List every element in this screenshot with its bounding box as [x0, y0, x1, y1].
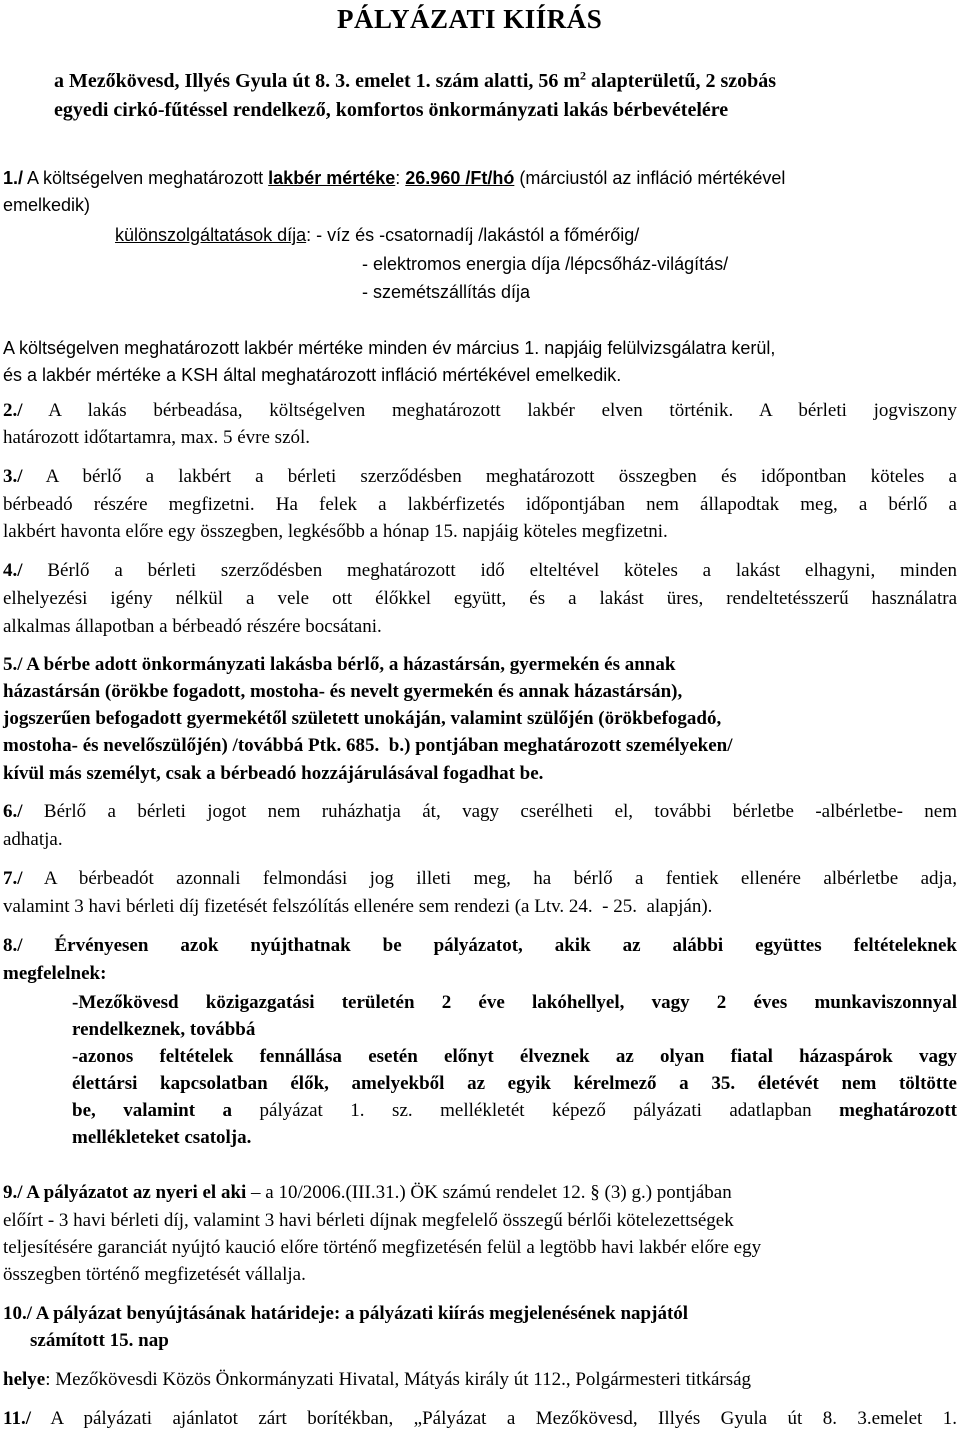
section-number: 1./	[3, 168, 24, 188]
rent-value: 26.960 /Ft/hó	[405, 168, 515, 188]
section-6-line-1: 6./ Bérlő a bérleti jogot nem ruházhatja át, vagy cserélheti el, további bérletbe -albérletbe- nem	[3, 801, 957, 822]
service-item: - szemétszállítás díja	[362, 282, 531, 302]
condition-2-line-3: be, valamint a pályázat 1. sz. mellékletét képező pályázati adatlapban meghatározott	[72, 1100, 958, 1121]
section-number: 5./	[3, 654, 23, 675]
service-item: - víz és -csatornadíj /lakástól a főmérőig/	[316, 225, 640, 245]
section-4-line-2: elhelyezési igény nélkül a vele ott élőkkel együtt, és a lakást üres, rendeltetésszerű használatra	[3, 588, 957, 609]
section-9-line-4: összegben történő megfizetését vállalja.	[3, 1264, 306, 1285]
condition-1-line-1: -Mezőkövesd közigazgatási területén 2 éve lakóhellyel, vagy 2 éves munkaviszonnyal	[72, 992, 957, 1013]
section-number: 6./	[3, 801, 23, 822]
services-label: különszolgáltatások díja	[115, 225, 307, 245]
section-3-line-2: bérbeadó részére megfizetni. Ha felek a lakbérfizetés időpontjában nem állapodtak meg, a bérlő a	[3, 494, 957, 515]
section-number: 3./	[3, 466, 23, 487]
section-3-line-3: lakbért havonta előre egy összegben, legkésőbb a hónap 15. napjáig köteles megfizetni.	[3, 521, 668, 542]
section-number: 10./	[3, 1303, 33, 1324]
section-9-line-3: teljesítésére garanciát nyújtó kaució előre történő megfizetésén felül a legtöbb havi lakbér előre egy	[3, 1237, 762, 1258]
section-number: 8./	[3, 935, 23, 956]
section-2-line-2: határozott időtartamra, max. 5 évre szól.	[3, 427, 311, 448]
rent-label: lakbér mértéke	[268, 168, 396, 188]
section-8-line-1: 8./ Érvényesen azok nyújthatnak be pályázatot, akik az alábbi együttes feltételeknek	[3, 935, 957, 956]
section-number: 11./	[3, 1408, 31, 1429]
subtitle-line-1: a Mezőkövesd, Illyés Gyula út 8. 3. emelet 1. szám alatti, 56 $m^2$ alapterületű, 2 szobás	[54, 68, 777, 92]
section-2-line-1: 2./ A lakás bérbeadása, költségelven meghatározott lakbér elven történik. A bérleti jogviszony	[3, 400, 957, 421]
page-title: PÁLYÁZATI KIÍRÁS	[337, 4, 603, 34]
section-5-line-3: jogszerűen befogadott gyermekétől született unokáján, valamint szülőjén (örökbefogadó,	[3, 708, 722, 729]
section-1-line-1: 1./ A költségelven meghatározott lakbér mértéke: 26.960 /Ft/hó (márciustól az infláció mértékével	[3, 168, 786, 188]
section-11-line-1: 11./ A pályázati ajánlatot zárt borítékban, „Pályázat a Mezőkövesd, Illyés Gyula út 8. 3.emelet 1.	[3, 1408, 957, 1429]
section-4-line-3: alkalmas állapotban a bérbeadó részére bocsátani.	[3, 616, 382, 637]
section-10-line-2: számított 15. nap	[30, 1330, 169, 1351]
section-number: 4./	[3, 560, 23, 581]
review-line-1: A költségelven meghatározott lakbér mértéke minden év március 1. napjáig felülvizsgálatra kerül,	[3, 338, 776, 358]
service-item: - elektromos energia díja /lépcsőház-világítás/	[362, 254, 729, 274]
section-1-line-2: emelkedik)	[3, 195, 91, 215]
section-number: 9./	[3, 1182, 23, 1203]
section-5-line-2: házastársán (örökbe fogadott, mostoha- és nevelt gyermekén és annak házastársán),	[3, 681, 683, 702]
section-5-line-5: kívül más személyt, csak a bérbeadó hozzájárulásával fogadhat be.	[3, 763, 544, 784]
review-line-2: és a lakbér mértéke a KSH által meghatározott infláció mértékével emelkedik.	[3, 365, 622, 385]
section-7-line-1: 7./ A bérbeadót azonnali felmondási jog illeti meg, ha bérlő a fentiek ellenére albérletbe adja,	[3, 868, 957, 889]
subtitle-line-2: egyedi cirkó-fűtéssel rendelkező, komfortos önkormányzati lakás bérbevételére	[54, 99, 729, 121]
condition-2-line-2: élettársi kapcsolatban élők, amelyekből az egyik kérelmező a 35. életévét nem töltötte	[72, 1073, 957, 1094]
section-5-line-4: mostoha- és nevelőszülőjén) /továbbá Ptk. 685. b.) pontjában meghatározott személyeken/	[3, 735, 733, 756]
section-9-line-1: 9./ A pályázatot az nyeri el aki – a 10/2006.(III.31.) ÖK számú rendelet 12. § (3) g.) pontjában	[3, 1182, 732, 1203]
section-5-line-1: 5./ A bérbe adott önkormányzati lakásba bérlő, a házastársán, gyermekén és annak	[3, 654, 676, 675]
section-6-line-2: adhatja.	[3, 829, 63, 850]
section-3-line-1: 3./ A bérlő a lakbért a bérleti szerződésben meghatározott összegben és időpontban köteles a	[3, 466, 957, 487]
section-9-line-2: előírt - 3 havi bérleti díj, valamint 3 havi bérleti díjnak megfelelő összegű bérlői kötelezettségek	[3, 1210, 734, 1231]
section-10-line-1: 10./ A pályázat benyújtásának határideje: a pályázati kiírás megjelenésének napjától	[3, 1303, 689, 1324]
section-7-line-2: valamint 3 havi bérleti díj fizetését felszólítás ellenére sem rendezi (a Ltv. 24. - 25. alapján).	[3, 896, 713, 917]
condition-2-line-1: -azonos feltételek fennállása esetén előnyt élveznek az olyan fiatal házaspárok vagy	[72, 1046, 957, 1067]
condition-2-line-4: mellékleteket csatolja.	[72, 1127, 252, 1148]
condition-1-line-2: rendelkeznek, továbbá	[72, 1019, 256, 1040]
submission-place: helye: Mezőkövesdi Közös Önkormányzati Hivatal, Mátyás király út 112., Polgármesteri titkárság	[3, 1369, 752, 1390]
section-4-line-1: 4./ Bérlő a bérleti szerződésben meghatározott idő elteltével köteles a lakást elhagyni, minden	[3, 560, 957, 581]
services-line: különszolgáltatások díja: - víz és -csatornadíj /lakástól a főmérőig/	[115, 225, 640, 245]
section-8-line-2: megfelelnek:	[3, 963, 107, 984]
section-number: 2./	[3, 400, 23, 421]
section-number: 7./	[3, 868, 23, 889]
